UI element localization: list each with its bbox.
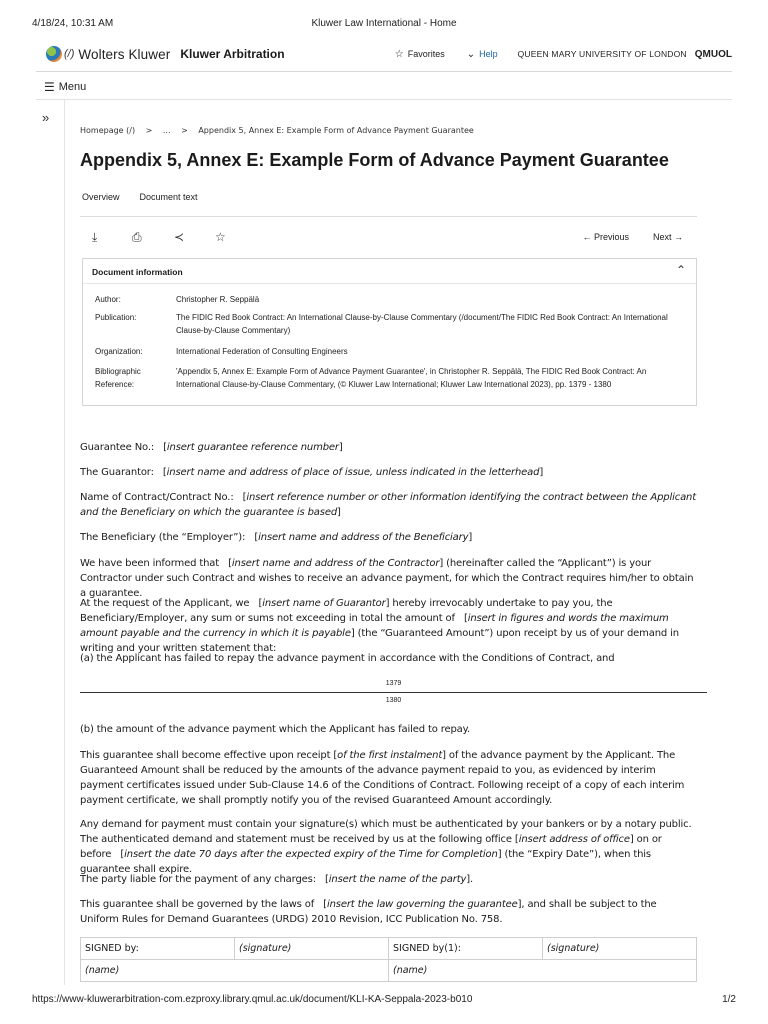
table-cell: SIGNED by(1): xyxy=(389,938,543,960)
menu-divider xyxy=(36,99,732,100)
product-name: Kluwer Arbitration xyxy=(180,47,285,61)
tab-document-text[interactable]: Document text xyxy=(139,192,198,202)
site-header xyxy=(46,40,732,68)
text-run: We have been informed that xyxy=(80,558,220,569)
print-footer xyxy=(32,994,736,1008)
breadcrumb xyxy=(80,126,482,135)
help-menu[interactable] xyxy=(467,49,498,60)
placeholder-text: of the first instalment xyxy=(337,750,443,761)
breadcrumb-separator: > xyxy=(145,126,153,135)
docinfo-value: International Federation of Consulting Engineers xyxy=(176,347,348,356)
institution-name: QUEEN MARY UNIVERSITY OF LONDON xyxy=(517,49,687,59)
beneficiary-line: The Beneficiary (the “Employer”): [insert name and address of the Beneficiary] xyxy=(80,532,473,543)
placeholder-text: insert name and address of place of issue, unless indicated in the letterhead xyxy=(166,467,540,478)
breadcrumb-ellipsis[interactable]: ... xyxy=(162,126,171,135)
placeholder-text: insert the law governing the guarantee xyxy=(326,899,518,910)
chevron-up-icon[interactable]: ⌃ xyxy=(675,263,686,277)
text-run: At the request of the Applicant, we xyxy=(80,598,250,609)
paragraph-charges: The party liable for the payment of any charges: [insert the name of the party]. xyxy=(80,874,474,885)
sidebar-rail xyxy=(64,100,65,985)
paragraph-request: At the request of the Applicant, we [insert name of Guarantor] hereby irrevocably undertake to pay you, the Beneficiary/Employer, any sum or sums not exceeding in total the amount of [insert in figures and words the maximum amount payable and the currency in which it is payable] (the “Guaranteed Amount”) upon receipt by us of your demand in writing and your written statement that: xyxy=(80,598,679,654)
paragraph-informed: We have been informed that [insert name and address of the Contractor] (hereinafter called the “Applicant”) is your Contractor under such Contract and wishes to receive an advance payment, for which the Contract requires him/her to obtain a guarantee. xyxy=(80,558,694,599)
table-cell: SIGNED by: xyxy=(81,938,235,960)
arrow-right-icon: → xyxy=(671,232,683,242)
guarantor-line: The Guarantor: [insert name and address of place of issue, unless indicated in the letterhead] xyxy=(80,467,544,478)
print-page-title: Kluwer Law International - Home xyxy=(311,18,457,29)
previous-button[interactable] xyxy=(582,232,629,242)
chevron-down-icon: ⌄ xyxy=(466,48,476,60)
tab-overview[interactable]: Overview xyxy=(82,192,120,202)
text-run: The party liable for the payment of any charges: xyxy=(80,874,316,885)
breadcrumb-home[interactable]: Homepage (/) xyxy=(80,126,136,135)
contract-line: Name of Contract/Contract No.: [insert reference number or other information identifying the contract between the Applicant and the Beneficiary on which the guarantee is based] xyxy=(80,492,697,518)
docinfo-label: Organization: xyxy=(95,347,143,356)
docinfo-value: 'Appendix 5, Annex E: Example Form of Advance Payment Guarantee', in Christopher R. Seppälä, The FIDIC Red Book Contract: An International Clause-by-Clause Commentary, (© Kluwer Law International; Kluwer Law International 2023), pp. 1379 - 1380 xyxy=(176,367,647,389)
text-run: on or before xyxy=(80,834,662,860)
docinfo-label: Publication: xyxy=(95,313,137,322)
menu-label: Menu xyxy=(58,81,87,93)
text-run: This guarantee shall be governed by the laws of xyxy=(80,899,315,910)
text-run: (the “Guaranteed Amount”) upon receipt by us of your demand in writing and your written statement that: xyxy=(80,628,679,654)
placeholder-text: insert the date 70 days after the expected expiry of the Time for Completion xyxy=(124,849,498,860)
placeholder-text: insert in figures and words the maximum amount payable and the currency in which it is payable xyxy=(80,613,669,639)
cell-text: (name) xyxy=(393,965,428,976)
field-label: Name of Contract/Contract No.: xyxy=(80,492,234,503)
placeholder-text: insert address of office xyxy=(518,834,630,845)
print-header xyxy=(32,18,736,32)
expand-sidebar-icon[interactable]: » xyxy=(42,110,50,125)
docinfo-value: Christopher R. Seppälä xyxy=(176,295,260,304)
table-row xyxy=(81,960,697,982)
paragraph-governing-law: This guarantee shall be governed by the laws of [insert the law governing the guarantee], and shall be subject to the Uniform Rules for Demand Guarantees (URDG) 2010 Revision, ICC Publication No. 758. xyxy=(80,899,657,925)
document-information-panel xyxy=(82,258,697,406)
brand-name: Wolters Kluwer xyxy=(78,46,171,62)
field-label: Guarantee No.: xyxy=(80,442,155,453)
text-run: hereby irrevocably undertake to pay you, the Beneficiary/Employer, any sum or sums not exceeding in total the amount of xyxy=(80,598,613,624)
cell-text: (name) xyxy=(85,965,120,976)
page-number-1379: 1379 xyxy=(385,680,402,687)
document-tabs xyxy=(82,192,218,202)
field-label: The Guarantor: xyxy=(80,467,154,478)
table-cell xyxy=(543,938,697,960)
docinfo-divider xyxy=(83,283,696,284)
breadcrumb-current: Appendix 5, Annex E: Example Form of Advance Payment Guarantee xyxy=(198,126,474,135)
docinfo-heading: Document information xyxy=(92,267,183,277)
header-divider xyxy=(36,71,732,72)
tabs-divider xyxy=(80,216,697,217)
previous-label: Previous xyxy=(593,232,629,242)
print-url: https://www-kluwerarbitration-com.ezproxy.library.qmul.ac.uk/document/KLI-KA-Seppala-2023-b010 xyxy=(32,994,473,1005)
placeholder-text: insert name of Guarantor xyxy=(262,598,386,609)
favorites-label: Favorites xyxy=(407,49,445,59)
wolters-kluwer-globe-icon xyxy=(46,46,62,62)
clause-b: (b) the amount of the advance payment which the Applicant has failed to repay. xyxy=(80,724,471,735)
page-number-1380: 1380 xyxy=(385,697,402,704)
print-page-number: 1/2 xyxy=(722,994,736,1005)
guarantee-number: Guarantee No.: [insert guarantee reference number] xyxy=(80,442,343,453)
favorite-star-icon[interactable]: ☆ xyxy=(215,230,226,244)
favorites-button[interactable] xyxy=(395,49,445,60)
text-run: Any demand for payment must contain your signature(s) which must be authenticated by your bankers or by a notary public. The authenticated demand and statement must be received by us at the following office xyxy=(80,819,692,845)
brand-logo[interactable] xyxy=(46,46,285,62)
placeholder-text: insert name and address of the Contractor xyxy=(231,558,440,569)
docinfo-label: Bibliographic Reference: xyxy=(95,367,141,389)
signature-table xyxy=(80,937,697,982)
menu-button[interactable] xyxy=(44,80,86,94)
next-label: Next xyxy=(652,232,672,242)
next-button[interactable] xyxy=(653,232,683,242)
arrow-left-icon: ← xyxy=(582,232,594,242)
paragraph-effective: This guarantee shall become effective upon receipt [of the first instalment] of the advance payment by the Applicant. The Guaranteed Amount shall be reduced by the amounts of the advance payment repaid to you, as evidenced by interim payment certificates issued under Sub-Clause 14.6 of the Conditions of Contract. Following receipt of a copy of each interim payment certificate, we shall promptly notify you of the revised Guaranteed Amount accordingly. xyxy=(80,750,685,806)
star-icon: ☆ xyxy=(394,48,404,60)
institution-short[interactable]: QMUOL xyxy=(694,48,732,60)
brand-slash: (/) xyxy=(64,48,75,60)
page-title: Appendix 5, Annex E: Example Form of Advance Payment Guarantee xyxy=(80,150,669,170)
field-label: The Beneficiary (the “Employer”): xyxy=(80,532,246,543)
breadcrumb-separator: > xyxy=(181,126,188,135)
text-run: (hereinafter called the “Applicant”) is your Contractor under such Contract and wishes to receive an advance payment, for which the Contract requires him/her to obtain a guarantee. xyxy=(80,558,694,599)
table-cell xyxy=(235,938,389,960)
clause-a: (a) the Applicant has failed to repay the advance payment in accordance with the Conditions of Contract, and xyxy=(80,653,615,664)
placeholder-text: insert guarantee reference number xyxy=(166,442,339,453)
text-run: (the “Expiry Date”), when this guarantee shall expire. xyxy=(80,849,651,875)
docinfo-label: Author: xyxy=(95,295,121,304)
placeholder-text: insert name and address of the Beneficiary xyxy=(258,532,469,543)
paragraph-demand: Any demand for payment must contain your signature(s) which must be authenticated by your bankers or by a notary public. The authenticated demand and statement must be received by us at the following office [insert address of office] on or before [insert the date 70 days after the expected expiry of the Time for Completion] (the “Expiry Date”), when this guarantee shall expire. xyxy=(80,819,692,875)
text-run: of the advance payment by the Applicant. The Guaranteed Amount shall be reduced by the amounts of the advance payment repaid to you, as evidenced by interim payment certificates issued under Sub-Clause 14.6 of the Conditions of Contract. Following receipt of a copy of each interim payment certificate, we shall promptly notify you of the revised Guaranteed Amount accordingly. xyxy=(80,750,685,806)
document-toolbar xyxy=(80,226,697,248)
placeholder-text: insert reference number or other information identifying the contract between the Applicant and the Beneficiary on which the guarantee is based xyxy=(80,492,697,518)
download-icon[interactable]: ⤓ xyxy=(92,230,98,244)
hamburger-icon: ☰ xyxy=(44,80,55,94)
table-cell xyxy=(81,960,389,982)
print-datetime: 4/18/24, 10:31 AM xyxy=(32,18,114,29)
page-break-line xyxy=(80,692,707,693)
table-row xyxy=(81,938,697,960)
docinfo-value-link[interactable]: The FIDIC Red Book Contract: An International Clause-by-Clause Commentary (/document/The FIDIC Red Book Contract: An International Clause-by-Clause Commentary) xyxy=(176,313,668,335)
table-cell xyxy=(389,960,697,982)
help-label: Help xyxy=(479,49,498,59)
print-icon[interactable]: ⎙ xyxy=(132,230,142,244)
cell-text: (signature) xyxy=(239,943,292,954)
cell-text: (signature) xyxy=(547,943,600,954)
share-icon[interactable]: ≺ xyxy=(174,230,185,244)
text-run: This guarantee shall become effective upon receipt xyxy=(80,750,331,761)
placeholder-text: insert the name of the party xyxy=(328,874,467,885)
text-run: , and shall be subject to the Uniform Rules for Demand Guarantees (URDG) 2010 Revision, ICC Publication No. 758. xyxy=(80,899,657,925)
